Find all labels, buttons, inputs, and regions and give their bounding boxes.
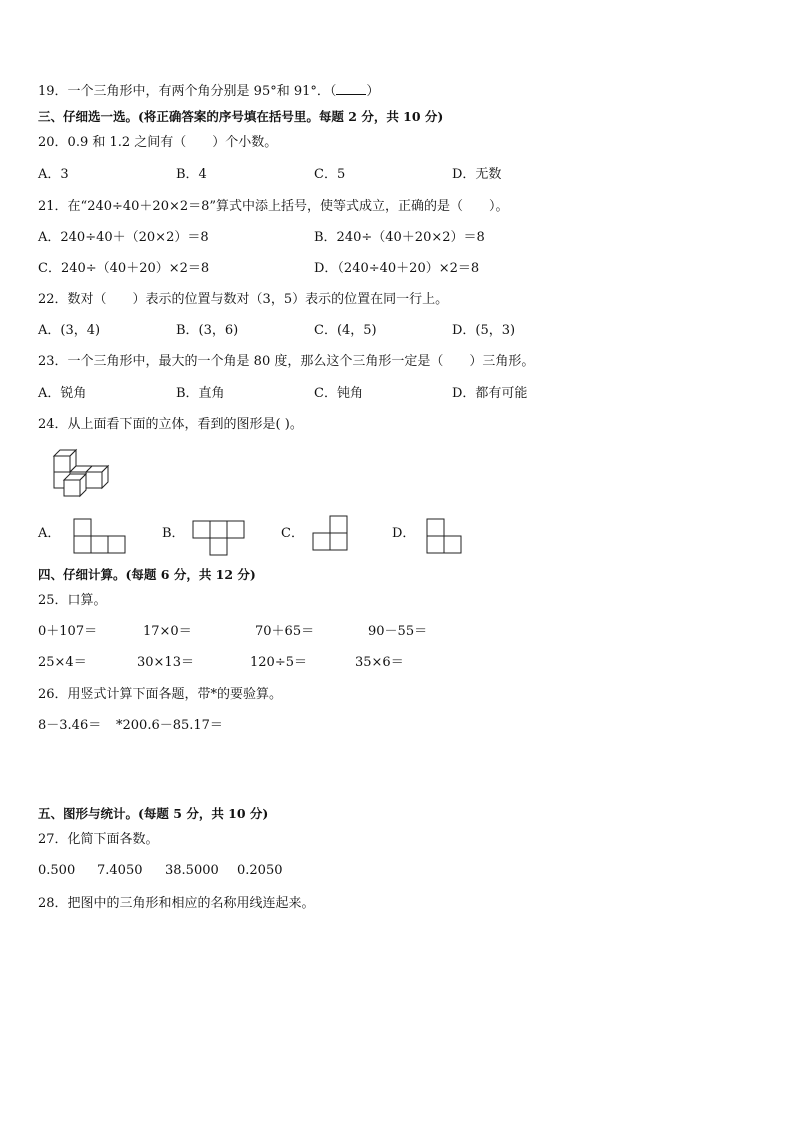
mental-math-item[interactable]: 25×4＝ xyxy=(38,655,87,670)
simplify-number-item[interactable]: 7.4050 xyxy=(97,863,143,878)
question-24-option-a-label[interactable]: A． xyxy=(38,526,61,541)
question-24-option-d-label[interactable]: D． xyxy=(392,526,416,541)
question-23-option-c[interactable]: C．钝角 xyxy=(314,386,363,401)
option-a-top-view-shape[interactable] xyxy=(73,518,127,554)
simplify-number-item[interactable]: 0.2050 xyxy=(237,863,283,878)
question-19-text: 19．一个三角形中，有两个角分别是 95°和 91°．（ xyxy=(38,84,337,99)
mental-math-item[interactable]: 0＋107＝ xyxy=(38,624,98,639)
question-22-stem: 22．数对（ ）表示的位置与数对（3，5）表示的位置在同一行上。 xyxy=(38,292,449,307)
question-22-option-a[interactable]: A．(3，4) xyxy=(38,323,101,338)
question-21-option-c[interactable]: C．240÷（40＋20）×2＝8 xyxy=(38,261,210,276)
option-c-top-view-shape[interactable] xyxy=(312,515,350,551)
question-23-option-d[interactable]: D．都有可能 xyxy=(452,386,528,401)
mental-math-item[interactable]: 35×6＝ xyxy=(355,655,404,670)
question-20-option-b[interactable]: B．4 xyxy=(176,167,207,182)
mental-math-item[interactable]: 120÷5＝ xyxy=(250,655,307,670)
question-23-stem: 23．一个三角形中，最大的一个角是 80 度，那么这个三角形一定是（ ）三角形。 xyxy=(38,354,535,369)
option-d-top-view-shape[interactable] xyxy=(426,518,464,554)
vertical-calc-item[interactable]: 8－3.46＝ xyxy=(38,718,102,733)
question-22-option-b[interactable]: B．(3，6) xyxy=(176,323,239,338)
question-21-option-d[interactable]: D．（240÷40＋20）×2＝8 xyxy=(314,261,480,276)
simplify-number-item[interactable]: 0.500 xyxy=(38,863,76,878)
question-27-stem: 27．化简下面各数。 xyxy=(38,832,159,847)
question-28-stem: 28．把图中的三角形和相应的名称用线连起来。 xyxy=(38,896,315,911)
question-20-stem: 20．0.9 和 1.2 之间有（ ）个小数。 xyxy=(38,135,278,150)
question-21-option-b[interactable]: B．240÷（40＋20×2）＝8 xyxy=(314,230,485,245)
question-20-option-a[interactable]: A．3 xyxy=(38,167,69,182)
mental-math-item[interactable]: 90－55＝ xyxy=(368,624,428,639)
question-23-option-a[interactable]: A．锐角 xyxy=(38,386,87,401)
cube-figure xyxy=(50,448,120,496)
vertical-calc-item[interactable]: *200.6－85.17＝ xyxy=(116,718,223,733)
mental-math-item[interactable]: 30×13＝ xyxy=(137,655,194,670)
section-5-title: 五、图形与统计。(每题 5 分，共 10 分) xyxy=(38,806,269,821)
question-26-stem: 26．用竖式计算下面各题，带*的要验算。 xyxy=(38,687,283,702)
section-4-title: 四、仔细计算。(每题 6 分，共 12 分) xyxy=(38,567,256,582)
question-24-option-b-label[interactable]: B． xyxy=(162,526,185,541)
question-22-option-d[interactable]: D．(5，3) xyxy=(452,323,516,338)
question-20-option-c[interactable]: C．5 xyxy=(314,167,346,182)
section-3-title: 三、仔细选一选。(将正确答案的序号填在括号里。每题 2 分，共 10 分) xyxy=(38,109,444,124)
mental-math-item[interactable]: 17×0＝ xyxy=(143,624,192,639)
question-21-option-a[interactable]: A．240÷40＋（20×2）＝8 xyxy=(38,230,209,245)
question-24-option-c-label[interactable]: C． xyxy=(281,526,304,541)
question-20-option-d[interactable]: D．无数 xyxy=(452,167,502,182)
question-19-close: ） xyxy=(366,84,380,99)
question-25-stem: 25．口算。 xyxy=(38,593,107,608)
question-21-stem: 21．在“240÷40＋20×2＝8”算式中添上括号，使等式成立，正确的是（ ）。 xyxy=(38,199,509,214)
question-24-stem: 24．从上面看下面的立体，看到的图形是( )。 xyxy=(38,417,303,432)
question-22-option-c[interactable]: C．(4，5) xyxy=(314,323,377,338)
question-19 xyxy=(38,82,379,101)
option-b-top-view-shape[interactable] xyxy=(192,520,246,556)
mental-math-item[interactable]: 70＋65＝ xyxy=(255,624,315,639)
simplify-number-item[interactable]: 38.5000 xyxy=(165,863,219,878)
answer-blank[interactable] xyxy=(336,82,366,95)
question-23-option-b[interactable]: B．直角 xyxy=(176,386,225,401)
